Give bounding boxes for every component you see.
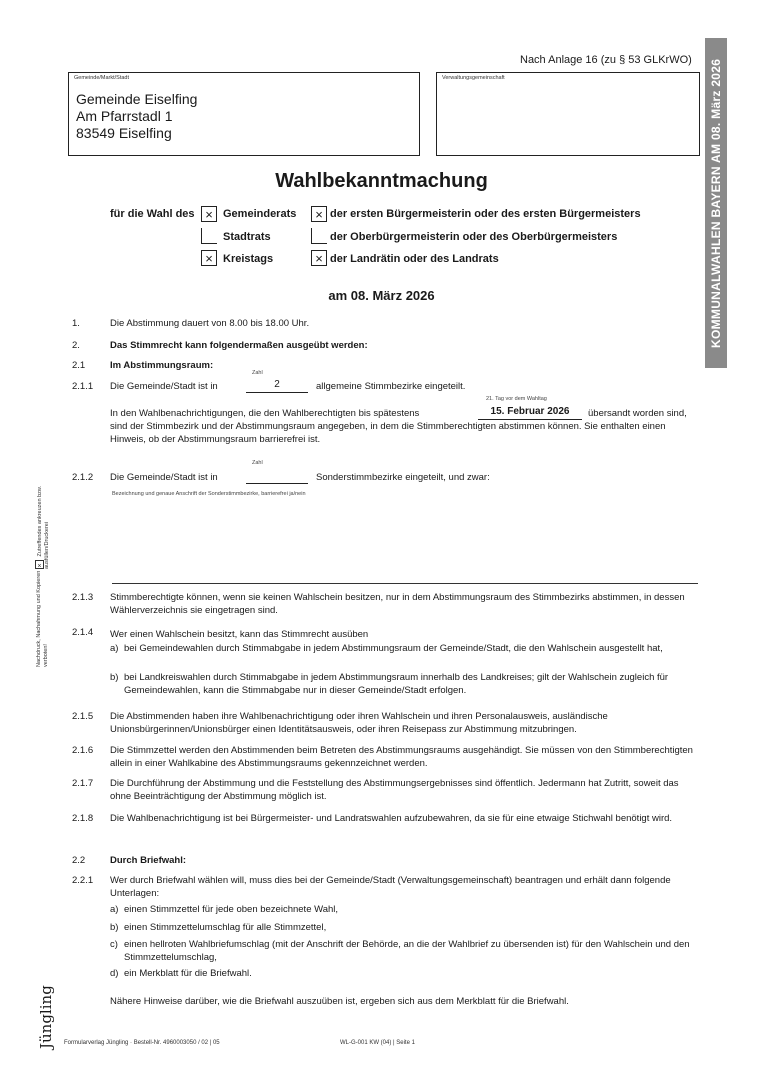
label-gemeinderat: Gemeinderats — [223, 208, 297, 220]
margin-note-line-1: Nachdruck, Nachahmung und Kopieren verboten! — [36, 570, 49, 667]
section-2-number: 2. — [72, 340, 80, 351]
briefwahl-item-label: d) — [110, 968, 119, 979]
briefwahl-item-text: einen hellroten Wahlbriefumschlag (mit der Anschrift der Behörde, an die der Wahlbrief zu übersenden ist) für den Wahlschein und den Stimmzettelumschlag, — [124, 939, 690, 963]
election-intro-text: für die Wahl des — [110, 208, 195, 220]
address-line-street: Am Pfarrstadl 1 — [76, 108, 173, 124]
checkbox-gemeinderat[interactable]: × — [201, 206, 217, 222]
margin-checkbox-icon: × — [36, 560, 43, 568]
sonderstimmbezirke-bottom-line — [112, 583, 698, 584]
municipality-address-box — [68, 72, 420, 156]
administrative-community-label: Verwaltungsgemeinschaft — [442, 75, 505, 81]
section-2-1-8-text: Die Wahlbenachrichtigung ist bei Bürgermeister- und Landratswahlen aufzubewahren, da sie für eine etwaige Stichwahl benötigt wird. — [110, 813, 673, 824]
section-1-text: Die Abstimmung dauert von 8.00 bis 18.00 Uhr. — [110, 318, 310, 329]
notification-text-after: übersandt worden sind, — [588, 408, 687, 419]
section-2-1-6-text: Die Stimmzettel werden den Abstimmenden beim Betreten des Abstimmungsraums ausgehändigt. Sie müssen von den Stimmberechtigten allein in einer Wahlkabine des Abstimmungsraums gekennzeichnet werden. — [110, 745, 693, 769]
section-2-1-3-text: Stimmberechtigte können, wenn sie keinen Wahlschein besitzen, nur in dem Abstimmungsraum des Stimmbezirks abstimmen, in dessen Wählerverzeichnis sie eingetragen sind. — [110, 592, 685, 616]
allgemeine-stimmbezirke-count[interactable]: 2 — [246, 379, 308, 393]
section-2-1-2-text-before: Die Gemeinde/Stadt ist in — [110, 472, 218, 483]
sonderstimmbezirke-count[interactable] — [246, 470, 308, 484]
section-2-1-5-text: Die Abstimmenden haben ihre Wahlbenachrichtigung oder ihren Wahlschein und ihren Personalausweis, ausländische Unionsbürgerinnen/Unionsbürger einen Identitätsausweis, oder ihren Reisepass zur Abstimmung mitzubringen. — [110, 711, 608, 735]
administrative-community-box — [436, 72, 700, 156]
section-2-1-4-b-label: b) — [110, 672, 119, 683]
section-2-1-1-number: 2.1.1 — [72, 381, 94, 392]
checkbox-oberbuergermeister[interactable] — [311, 228, 327, 244]
municipality-address — [76, 91, 197, 142]
election-date: am 08. März 2026 — [328, 288, 435, 303]
section-2-1-4-number: 2.1.4 — [72, 627, 94, 638]
footer-order-info: Formularverlag Jüngling · Bestell-Nr. 4960003050 / 02 | 05 — [64, 1040, 220, 1046]
label-landrat: der Landrätin oder des Landrats — [330, 253, 499, 265]
section-2-2-text: Durch Briefwahl: — [110, 855, 187, 866]
section-2-1-3-number: 2.1.3 — [72, 592, 94, 603]
form-reference-note: Nach Anlage 16 (zu § 53 GLKrWO) — [520, 54, 692, 66]
section-2-1-1-zahl-label: Zahl — [252, 370, 263, 376]
publisher-logo: Jüngling — [37, 985, 55, 1050]
briefwahl-note: Nähere Hinweise darüber, wie die Briefwahl auszuüben ist, ergeben sich aus dem Merkblatt für die Briefwahl. — [110, 996, 569, 1007]
section-2-1-2-number: 2.1.2 — [72, 472, 94, 483]
section-2-2-1-text: Wer durch Briefwahl wählen will, muss dies bei der Gemeinde/Stadt (Verwaltungsgemeinschaft) beantragen und erhält dann folgende Unterlagen: — [110, 875, 671, 899]
label-erster-buergermeister: der ersten Bürgermeisterin oder des ersten Bürgermeisters — [330, 208, 641, 220]
label-oberbuergermeister: der Oberbürgermeisterin oder des Oberbürgermeisters — [330, 231, 618, 243]
section-2-1-1-text-before: Die Gemeinde/Stadt ist in — [110, 381, 218, 392]
section-2-2-1-number: 2.2.1 — [72, 875, 94, 886]
briefwahl-item-text: einen Stimmzettel für jede oben bezeichnete Wahl, — [124, 904, 339, 915]
sonderstimmbezirke-description-label: Bezeichnung und genaue Anschrift der Sonderstimmbezirke, barrierefrei ja/nein — [112, 491, 306, 497]
section-2-1-4-a-text: bei Gemeindewahlen durch Stimmabgabe in jedem Abstimmungsraum der Gemeinde/Stadt, die den Wahlschein ausgestellt hat, — [124, 643, 663, 654]
section-2-1-7-text: Die Durchführung der Abstimmung und die Feststellung des Abstimmungsergebnisses sind öffentlich. Jedermann hat Zutritt, soweit das ohne Beeinträchtigung der Abstimmung möglich ist. — [110, 778, 679, 802]
margin-copyright-note — [28, 462, 58, 667]
briefwahl-item-text: einen Stimmzettelumschlag für alle Stimmzettel, — [124, 922, 327, 933]
label-stadtrat: Stadtrats — [223, 231, 271, 243]
section-2-1-2-text-after: Sonderstimmbezirke eingeteilt, und zwar: — [316, 472, 490, 483]
section-2-text: Das Stimmrecht kann folgendermaßen ausgeübt werden: — [110, 340, 368, 351]
section-2-1-text: Im Abstimmungsraum: — [110, 360, 214, 371]
section-2-1-7-number: 2.1.7 — [72, 778, 94, 789]
address-line-name: Gemeinde Eiselfing — [76, 91, 198, 107]
election-side-banner: KOMMUNALWAHLEN BAYERN AM 08. März 2026 — [705, 38, 727, 368]
section-2-2-number: 2.2 — [72, 855, 86, 866]
section-2-1-4-text: Wer einen Wahlschein besitzt, kann das Stimmrecht ausüben — [110, 629, 369, 640]
label-kreistag: Kreistags — [223, 253, 274, 265]
deadline-days-label: 21. Tag vor dem Wahltag — [486, 396, 547, 402]
briefwahl-item-label: c) — [110, 939, 118, 950]
section-2-1-8-number: 2.1.8 — [72, 813, 94, 824]
notification-text-before: In den Wahlbenachrichtigungen, die den Wahlberechtigten bis spätestens — [110, 408, 420, 419]
checkbox-stadtrat[interactable] — [201, 228, 217, 244]
section-2-1-6-number: 2.1.6 — [72, 745, 94, 756]
checkbox-erster-buergermeister[interactable]: × — [311, 206, 327, 222]
section-2-1-number: 2.1 — [72, 360, 86, 371]
section-2-1-1-text-after: allgemeine Stimmbezirke eingeteilt. — [316, 381, 466, 392]
notification-text-rest: sind der Stimmbezirk und der Abstimmungsraum angegeben, in dem die Stimmberechtigten abstimmen können. Sie enthalten einen Hinweis, ob der Abstimmungsraum barrierefrei ist. — [110, 421, 666, 445]
checkbox-kreistag[interactable]: × — [201, 250, 217, 266]
margin-note-line-2-text: Zutreffendes ankreuzen bzw. ausfüllen/Druckerei — [37, 485, 50, 569]
margin-note-line-2 — [35, 462, 51, 569]
sonderstimmbezirke-entry-area[interactable] — [110, 500, 700, 580]
municipality-box-label: Gemeinde/Markt/Stadt — [74, 75, 130, 81]
section-1-number: 1. — [72, 318, 80, 329]
section-2-1-2-zahl-label: Zahl — [252, 460, 263, 466]
section-2-1-5-number: 2.1.5 — [72, 711, 94, 722]
section-2-1-4-b-text: bei Landkreiswahlen durch Stimmabgabe in jedem Abstimmungsraum innerhalb des Landkreises; gilt der Wahlschein zugleich für Gemeindewahlen, kann die Stimmabgabe nur in dieser Gemeinde/Stadt erfolgen. — [124, 672, 669, 696]
address-line-city: 83549 Eiselfing — [76, 125, 172, 141]
briefwahl-item-text: ein Merkblatt für die Briefwahl. — [124, 968, 252, 979]
footer-form-page: WL-G-001 KW (04) | Seite 1 — [340, 1040, 415, 1046]
checkbox-landrat[interactable]: × — [311, 250, 327, 266]
document-title: Wahlbekanntmachung — [275, 170, 488, 192]
briefwahl-item-label: b) — [110, 922, 119, 933]
briefwahl-item-label: a) — [110, 904, 119, 915]
section-2-1-4-a-label: a) — [110, 643, 119, 654]
notification-deadline-date[interactable]: 15. Februar 2026 — [478, 406, 582, 420]
